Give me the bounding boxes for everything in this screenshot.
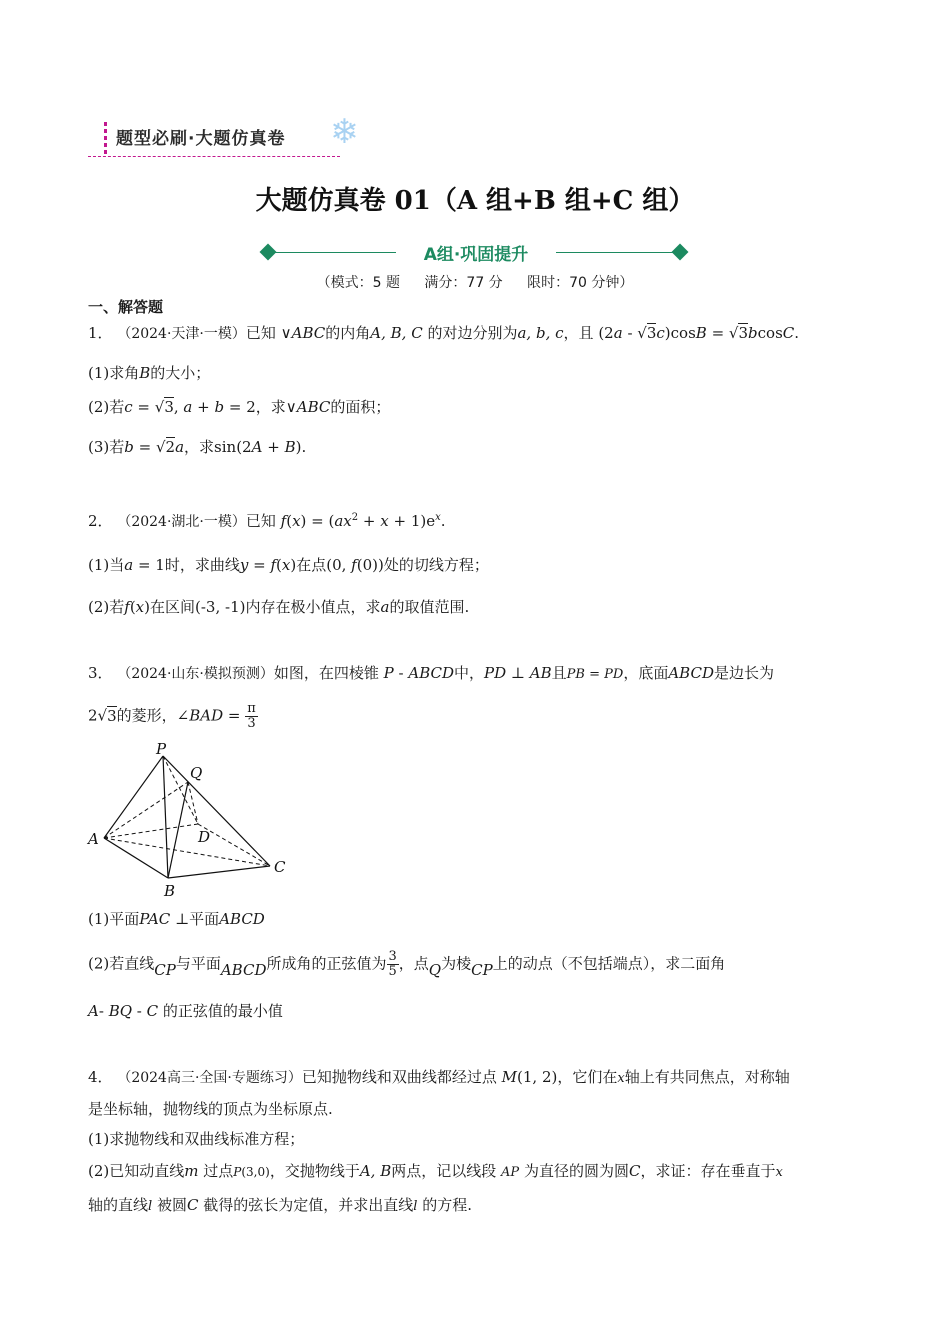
q1-source: （2024·天津·一模）	[117, 326, 246, 342]
q3-source: （2024·山东·模拟预测）	[117, 666, 274, 682]
edge-BC	[168, 866, 270, 878]
mode-text: （模式：5 题	[316, 275, 400, 291]
snowflake-icon: ❄	[330, 112, 359, 152]
q1-text: 的对边分别为	[427, 324, 518, 342]
q2-source: （2024·湖北·一模）	[117, 514, 246, 530]
q3-part2-text: 上的动点（不包括端点），求二面角	[492, 954, 726, 973]
q3-part1-text: (1)平面	[88, 910, 140, 928]
q1-part2-text: ，求	[255, 398, 286, 416]
q4-text: ，它们在	[557, 1068, 618, 1086]
q2-part2-text: 在区间	[150, 598, 196, 616]
q3-text: 且	[551, 664, 567, 682]
q3-part1: (1)平面PAC ⊥平面ABCD	[88, 910, 265, 928]
q3-text: 是边长为	[713, 664, 774, 682]
q4-part2-text: 截得的弦长为定值，并求出直线	[203, 1196, 414, 1214]
tag-text: 题型必刷·大题仿真卷	[116, 129, 286, 149]
q3-part2-text: 所成角的正弦值为	[266, 954, 387, 973]
q4-number: 4．	[88, 1068, 113, 1086]
q2-number: 2．	[88, 512, 113, 530]
label-C: C	[274, 858, 286, 876]
banner-line-left	[274, 252, 396, 253]
edge-AC	[104, 838, 270, 866]
q4-part2-text: 两点，记以线段	[391, 1162, 497, 1180]
q4-part2-text: (2)已知动直线	[88, 1162, 185, 1180]
q1-number: 1．	[88, 324, 113, 342]
section-heading: 一、解答题	[88, 298, 164, 316]
q2-part1-text: 在点	[296, 556, 327, 574]
q3-text: 中，	[454, 664, 485, 682]
q2-part1-text: 处的切线方程；	[383, 556, 489, 574]
q4-text: 已知抛物线和双曲线都经过点	[301, 1068, 497, 1086]
q2-stem: 2． （2024·湖北·一模）已知 $f(x) = (ax^2 + x + 1)e^x$.	[88, 512, 446, 530]
q3-part2-cont: A- BQ - C 的正弦值的最小值	[88, 1002, 283, 1020]
section-banner	[258, 238, 692, 268]
q4-stem-2	[88, 1098, 333, 1119]
q3-text: 的菱形，	[116, 706, 177, 725]
q3-part2-text: (2)若直线	[88, 954, 155, 973]
q4-part2-text: 的方程.	[422, 1196, 472, 1214]
q2-part1: (1)当a = 1时，求曲线y = f(x)在点(0, f(0))处的切线方程；	[88, 556, 489, 574]
edge-BQ	[168, 782, 188, 878]
banner-label: A组·巩固提升	[423, 245, 529, 265]
edge-AQ	[104, 782, 188, 838]
label-B: B	[164, 882, 176, 900]
diamond-right-icon	[672, 244, 689, 261]
q1-part1-text: 的大小；	[150, 364, 211, 382]
q4-part2-text: 为直径的圆为圆	[523, 1162, 629, 1180]
q1-text: ，且	[563, 324, 594, 342]
q2-part2: (2)若f(x)在区间(-3, -1)内存在极小值点，求a的取值范围.	[88, 598, 470, 616]
label-D: D	[198, 828, 211, 846]
q2-part1-text: (1)当	[88, 556, 125, 574]
q3-text: 如图，在四棱锥	[273, 664, 379, 682]
q3-stem-2: 2√3的菱形，∠BAD = $\frac{\pi}{3}$	[88, 701, 256, 731]
q2-part2-text: 内存在极小值点，求	[245, 598, 381, 616]
q1-text: 的内角	[325, 324, 371, 342]
fraction: $\frac{3}{5}$	[388, 949, 397, 979]
q1-part3: (3)若b = √2a，求sin(2A + B).	[88, 438, 307, 456]
q4-part2-text: ，交抛物线于	[269, 1162, 360, 1180]
q2-part2-text: 的取值范围.	[389, 598, 470, 616]
edge-PC	[163, 756, 270, 866]
q4-part2-text: 被圆	[156, 1196, 187, 1214]
page-title: 大题仿真卷 01（A 组+B 组+C 组）	[255, 186, 695, 216]
tag-underline	[88, 156, 340, 157]
tag-bar	[104, 122, 107, 156]
label-Q: Q	[190, 764, 203, 782]
q1-part2: (2)若c = √3, a + b = 2，求∨ABC的面积；	[88, 398, 391, 416]
pyramid-diagram	[80, 742, 300, 902]
q4-part1-text: (1)求抛物线和双曲线标准方程；	[88, 1130, 305, 1148]
edge-PA	[104, 756, 163, 838]
q1-part2-text: 的面积；	[330, 398, 391, 416]
banner-line-right	[556, 252, 676, 253]
q4-text: 是坐标轴，抛物线的顶点为坐标原点.	[88, 1100, 333, 1118]
q2-part1-text: 时，求曲线	[164, 556, 240, 574]
q2-text: .	[440, 512, 446, 530]
q4-part2-text: ，求证：存在垂直于	[640, 1162, 776, 1180]
q1-part3-text: ，求	[184, 438, 215, 456]
q3-part2: (2)若直线CP与平面ABCD所成角的正弦值为 $\frac{3}{5}$ ，点Q为棱CP上的动点（不包括端点），求二面角	[88, 949, 726, 979]
q3-part2-text: 的正弦值的最小值	[162, 1002, 283, 1020]
fraction: $\frac{\pi}{3}$	[247, 701, 256, 731]
q4-part2: (2)已知动直线m 过点P(3,0)，交抛物线于A, B两点，记以线段 AP 为直径的圆为圆C，求证：存在垂直于x	[88, 1162, 783, 1180]
q4-part2-cont: 轴的直线l 被圆C 截得的弦长为定值，并求出直线l 的方程.	[88, 1196, 472, 1214]
q3-stem: 3． （2024·山东·模拟预测）如图，在四棱锥 P - ABCD中，PD ⊥ AB且PB = PD，底面ABCD是边长为	[88, 664, 774, 682]
q1-part1-text: (1)求角	[88, 364, 140, 382]
label-A: A	[88, 830, 99, 848]
q4-part1	[88, 1128, 304, 1149]
edge-QD	[188, 782, 198, 824]
q3-number: 3．	[88, 664, 113, 682]
pyramid-figure	[80, 742, 300, 902]
q1-stem: 1． （2024·天津·一模）已知 ∨ABC的内角A, B, C 的对边分别为a, b, c，且 (2a - √3c)cosB = √3bcosC.	[88, 324, 800, 342]
edge-PB	[163, 756, 168, 878]
q1-part3-text: .	[301, 438, 307, 456]
q2-part2-text: (2)若	[88, 598, 125, 616]
q1-part1: (1)求角B的大小；	[88, 364, 211, 382]
q3-part2-text: 为棱	[441, 954, 472, 973]
full-score: 满分：77 分	[424, 275, 503, 291]
q2-text: 已知	[245, 512, 276, 530]
q3-part2-text: 与平面	[175, 954, 221, 973]
q4-stem: 4． （2024高三·全国·专题练习）已知抛物线和双曲线都经过点 M(1, 2)，它们在x轴上有共同焦点，对称轴	[88, 1068, 790, 1086]
q3-part1-text: 平面	[189, 910, 220, 928]
label-P: P	[156, 742, 167, 758]
header-tag	[104, 112, 359, 160]
q1-part3-text: (3)若	[88, 438, 125, 456]
q1-part2-text: (2)若	[88, 398, 125, 416]
time-limit: 限时：70 分钟）	[527, 275, 634, 291]
q3-part2-text: ，点	[398, 954, 429, 973]
q4-text: 轴上有共同焦点，对称轴	[624, 1068, 790, 1086]
edge-AD	[104, 824, 198, 838]
q4-source: （2024高三·全国·专题练习）	[117, 1070, 302, 1086]
q1-text: 已知	[245, 324, 276, 342]
q4-part2-text: 过点	[203, 1162, 234, 1180]
q4-part2-text: 轴的直线	[88, 1196, 149, 1214]
edge-AB	[104, 838, 168, 878]
exam-info	[0, 272, 950, 292]
q3-text: ，底面	[623, 664, 669, 682]
